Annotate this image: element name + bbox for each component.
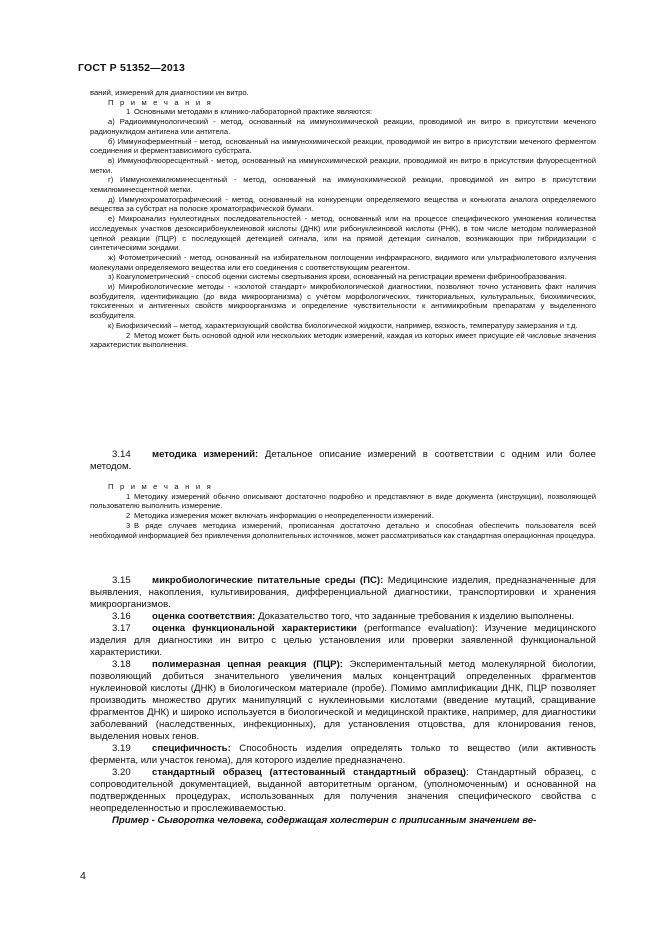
note-number: 2 bbox=[126, 330, 131, 340]
term-title: стандартный образец (аттестованный стандартный образец) bbox=[152, 767, 466, 778]
term-definition: Детальное описание измерений в соответствии с одним или более методом. bbox=[90, 449, 596, 472]
term-3-15 bbox=[90, 575, 596, 611]
notes-heading: П р и м е ч а н и я bbox=[108, 97, 213, 107]
term-number: 3.14 bbox=[112, 449, 131, 460]
note-text: Основными методами в клинико-лабораторной практике являются: bbox=[134, 107, 373, 117]
term-definition: (performance evaluation): Изучение медицинского изделия для диагностики ин витро с целью установления или проверки заявленной функциональной характеристики. bbox=[90, 623, 596, 658]
note-text: Метод может быть основой одной или нескольких методик измерений, каждая из которых имеет присущие ей числовые значения характеристик выполнения. bbox=[90, 330, 596, 350]
note-3 bbox=[90, 521, 596, 540]
term-number: 3.18 bbox=[112, 659, 131, 670]
note-item-d: д) Иммунохроматографический - метод, основанный на конкуренции определяемого вещества и коньюгата аналога определяемого вещества за субстрат на полоске хроматографической бумаги. bbox=[90, 194, 596, 214]
term-definition: Доказательство того, что заданные требования к изделию выполнены. bbox=[258, 611, 575, 622]
note-item-i: и) Микробиологические методы - «золотой стандарт» микробиологической диагностики, позволяют точно установить факт наличия возбудителя, идентификацию (до вида микроорганизма) с учётом морфологических, тинкториальных, культуральных, биохимических, токсигенных и антигенных свойств микроорганизма и определение чувствительности к антимикробным препаратам у выделенного возбудителя. bbox=[90, 282, 596, 321]
note-text: Методику измерений обычно описывают достаточно подробно и представляют в виде документа (инструкции), позволяющей пользователю выполнить измерение. bbox=[90, 491, 596, 511]
note-number: 3 bbox=[126, 520, 131, 530]
note-item-z: з) Коагулометрический - способ оценки системы свертывания крови, основанный на регистрации времени фибринообразования. bbox=[108, 272, 567, 282]
term-3-17 bbox=[90, 623, 596, 659]
note-number: 1 bbox=[126, 107, 131, 117]
example-line bbox=[90, 815, 596, 827]
term-3-16 bbox=[90, 611, 596, 623]
page-number: 4 bbox=[80, 870, 86, 882]
term-title: методика измерений: bbox=[152, 449, 259, 460]
term-title: микробиологические питательные среды (ПС): bbox=[152, 575, 384, 586]
term-definition: : Стандартный образец, с сопроводительной документацией, выданной авторитетным органом, (уполномоченным) и основанной на подтвержденных процедурах, использованных для получения значения специфического свойства с неопределенностью и прослеживаемостью. bbox=[90, 767, 597, 814]
term-title: оценка соответствия: bbox=[152, 611, 256, 622]
note-item-k: к) Биофизический – метод, характеризующий свойства биологической жидкости, например, вязкость, температуру замерзания и т.д. bbox=[108, 320, 578, 330]
term-title: специфичность: bbox=[152, 743, 231, 754]
notes-heading: П р и м е ч а н и я bbox=[108, 482, 213, 491]
intro-line: ваний, измерений для диагностики ин витро. bbox=[90, 88, 249, 97]
term-3-14 bbox=[90, 449, 596, 473]
note-1 bbox=[90, 107, 596, 117]
note-item-b: б) Иммуноферментный - метод, основанный на иммунохимической реакции, проводимой ин витро в присутствии меченого ферментом соединения и ферментзависимого субстрата. bbox=[90, 136, 596, 156]
note-item-e: е) Микроанализ нуклеотидных последовательностей - метод, основанный или на процессе специфического умножения количества исследуемых участков дезоксирибонуклеиновой кислоты (ДНК) или рибонуклеиновой кислоты (РНК), в том числе методом полимеразной цепной реакции (ПЦР) с последующей детекцией сигнала, или на прямой детекции сигналов, возникающих при гибридизации с синтетическими зондами. bbox=[90, 214, 596, 253]
term-number: 3.19 bbox=[112, 743, 131, 754]
note-number: 2 bbox=[126, 511, 131, 521]
note-2 bbox=[90, 331, 596, 350]
notes-block-procedure bbox=[90, 482, 596, 540]
term-title: оценка функциональной характеристики bbox=[152, 623, 357, 634]
note-number: 1 bbox=[126, 491, 131, 501]
term-definition: Способность изделия определять только то вещество (или активность фермента, или участок генома), для которого изделие предназначено. bbox=[90, 743, 596, 766]
note-text: В ряде случаев методика измерений, прописанная достаточно детально и способная обеспечить пользователя всей необходимой информацией без привлечения дополнительных источников, может рассматриваться как стандартная операционная процедура. bbox=[90, 520, 596, 540]
term-3-18 bbox=[90, 659, 596, 743]
term-3-19 bbox=[90, 743, 596, 767]
note-item-v: в) Иммунофлюоресцентный - метод, основанный на иммунохимической реакции, проводимой ин витро в присутствии флуоресцентной метки. bbox=[90, 155, 596, 175]
example-text: Пример - Сыворотка человека, содержащая холестерин с приписанным значением ве- bbox=[112, 815, 537, 826]
note-item-zh: ж) Фотометрический - метод, основанный на избирательном поглощении инфракрасного, видимого или ультрафиолетового излучения молекулами определяемого вещества или его соединения с соответствующим реагентом. bbox=[90, 252, 596, 272]
terms-list bbox=[90, 575, 596, 827]
term-definition: Экспериментальный метод молекулярной биологии, позволяющий добиться значительного увеличения малых концентраций определенных фрагментов нуклеиновой кислоты (ДНК) в биологическом материале (пробе). Помимо амплификации ДНК, ПЦР позволяет производить множество других манипуляций с нуклеиновыми кислотами (введение мутаций, сращивание фрагментов ДНК) и широко используется в биологической и медицинской практике, например, для диагностики заболеваний (наследственных, инфекционных), для установления отцовства, для клонирования генов, выделения новых генов. bbox=[90, 659, 596, 742]
note-2 bbox=[90, 511, 596, 521]
term-number: 3.15 bbox=[112, 575, 131, 586]
term-title: полимеразная цепная реакция (ПЦР): bbox=[152, 659, 343, 670]
note-1 bbox=[90, 492, 596, 511]
notes-block-methods bbox=[90, 88, 596, 350]
term-definition: Медицинские изделия, предназначенные для выявления, накопления, культивирования, дифференциальной диагностики, транспортировки и хранения микроорганизмов. bbox=[90, 575, 596, 610]
term-number: 3.16 bbox=[112, 611, 131, 622]
note-text: Методика измерения может включать информацию о неопределенности измерений. bbox=[134, 511, 434, 521]
document-code: ГОСТ Р 51352—2013 bbox=[78, 62, 186, 74]
term-number: 3.20 bbox=[112, 767, 131, 778]
note-item-a: а) Радиоиммунологический - метод, основанный на иммунохимической реакции, проводимой ин витро в присутствии меченого радионуклидом антигена или антитела. bbox=[90, 117, 596, 136]
term-3-20 bbox=[90, 767, 596, 815]
term-number: 3.17 bbox=[112, 623, 131, 634]
note-item-g: г) Иммунохемилюминесцентный - метод, основанный на иммунохимической реакции, проводимой ин витро в присутствии хемилюминесцентной метки. bbox=[90, 175, 596, 195]
